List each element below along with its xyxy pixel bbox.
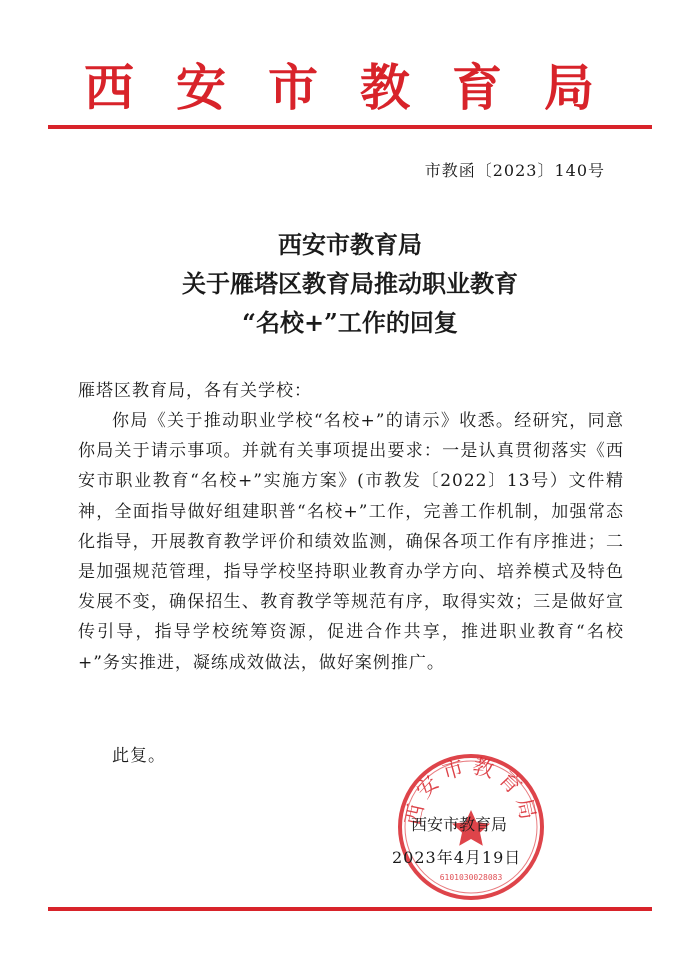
document-title-line-2: 关于雁塔区教育局推动职业教育 [182,269,518,298]
signature-date: 2023年4月19日 [392,848,522,867]
signature-organization: 西安市教育局 [411,815,508,834]
document-title-line-3: “名校+”工作的回复 [242,308,458,337]
letterhead-agency-name: 西安市教育局 [84,58,636,117]
salutation: 雁塔区教育局，各有关学校： [78,381,312,401]
seal-ring-text: 西安市教育局 [400,753,542,828]
footer-rule [48,907,652,911]
document-number: 市教函〔2023〕140号 [424,161,605,180]
closing-remark: 此复。 [112,746,166,766]
document-title-line-1: 西安市教育局 [278,230,422,259]
seal-code: 6101030028083 [439,873,503,882]
body-paragraph: 你局《关于推动职业学校“名校+”的请示》收悉。经研究，同意你局关于请示事项。并就有关事项提出要求：一是认真贯彻落实《西安市职业教育“名校+”实施方案》(市教发〔2022〕13号）文件精神，全面指导做好组建职普“名校+”工作，完善工作机制，加强常态化指导，开展教育教学评价和绩效监测，确保各项工作有序推进；二是加强规范管理，指导学校坚持职业教育办学方向、培养模式及特色发展不变，确保招生、教育教学等规范有序，取得实效；三是做好宣传引导，指导学校统筹资源，促进合作共享，推进职业教育“名校+”务实推进，凝练成效做法，做好案例推广。 [78,411,624,673]
letterhead-top-rule [48,125,652,129]
